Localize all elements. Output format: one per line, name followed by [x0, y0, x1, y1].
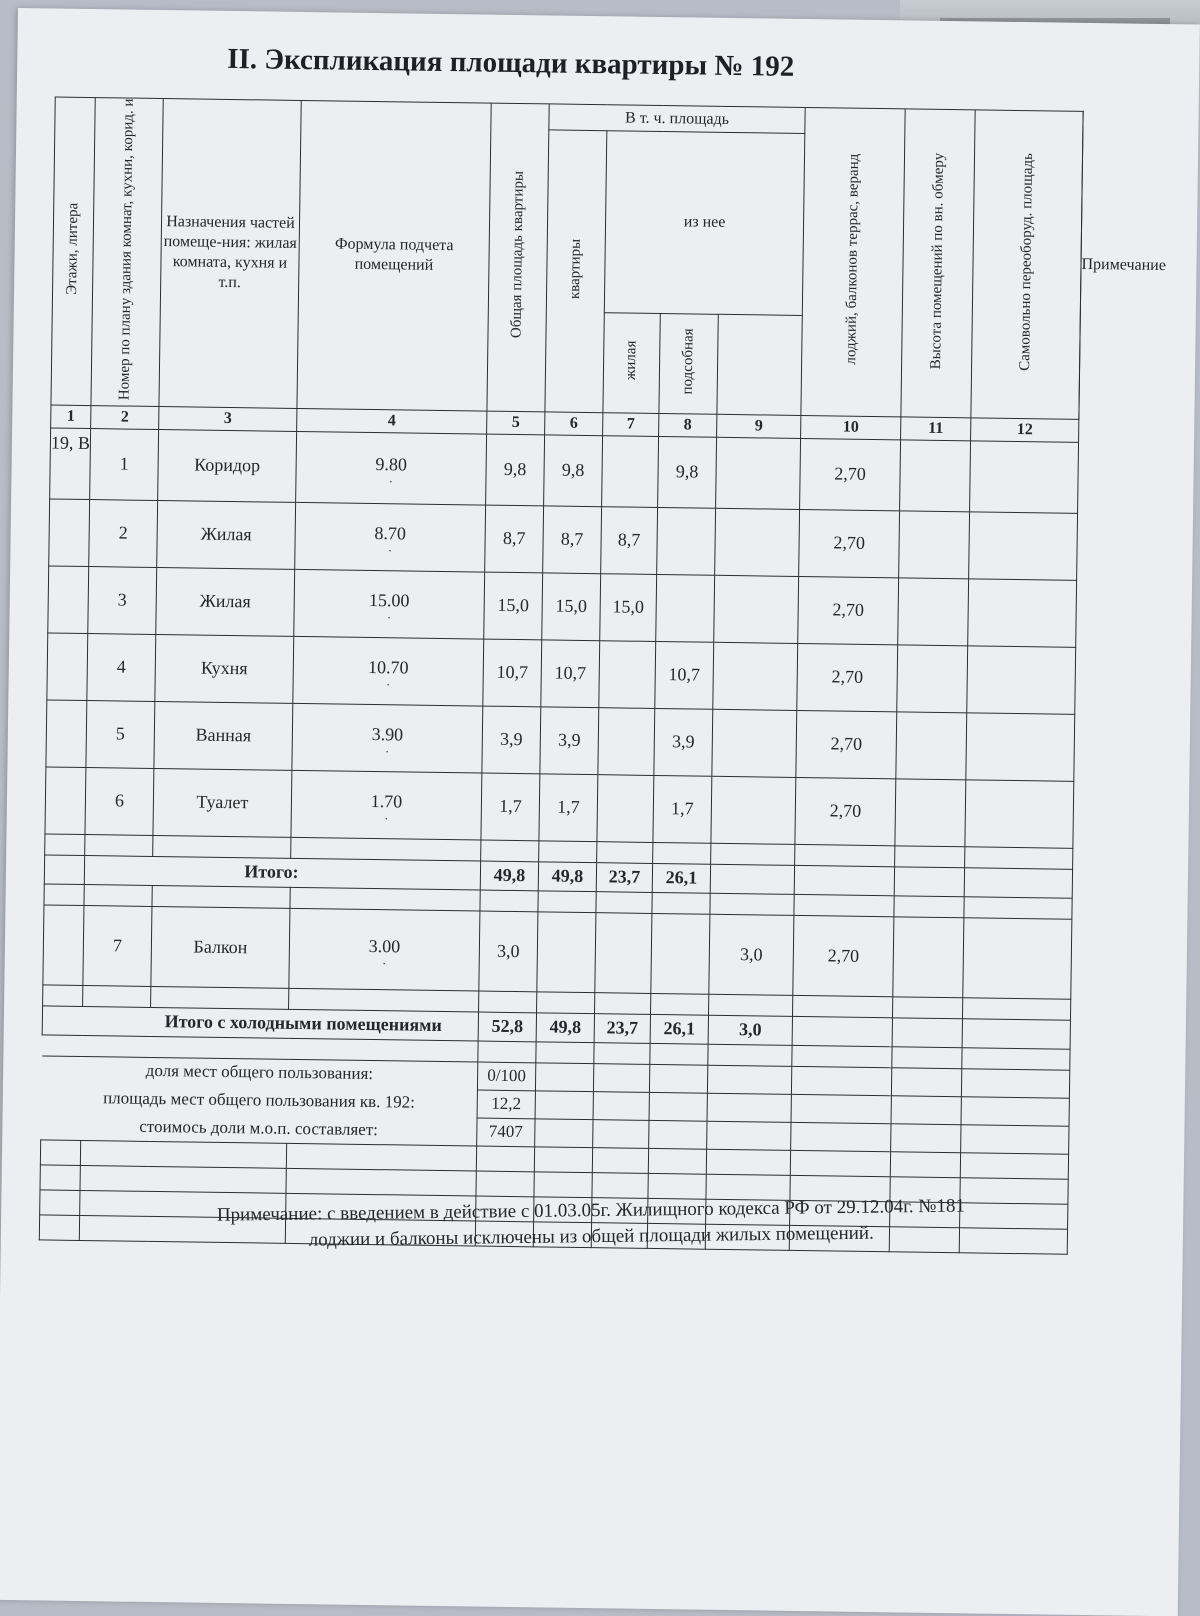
room-total: 10,7	[483, 639, 542, 707]
total-cold-label: Итого с холодными помещениями	[42, 1006, 478, 1041]
room-height: 2,70	[799, 509, 900, 577]
col-number: 6	[545, 412, 603, 436]
room-number: 3	[88, 566, 157, 634]
room-name: Жилая	[156, 567, 295, 636]
room-apartment: 3,9	[540, 706, 599, 774]
room-auxiliary	[656, 574, 715, 642]
room-note	[970, 440, 1079, 513]
room-unauthorized	[893, 916, 964, 997]
room-balcony: 3,0	[709, 914, 794, 995]
col-number: 7	[603, 412, 659, 436]
header-auxiliary: подсобная	[659, 313, 718, 414]
header-living: жилая	[603, 312, 660, 413]
room-height: 2,70	[797, 643, 898, 711]
room-height: 2,70	[798, 576, 899, 644]
room-unauthorized	[899, 510, 970, 578]
room-height: 2,70	[800, 438, 901, 510]
floor-cell	[48, 566, 89, 634]
room-balcony	[716, 437, 801, 509]
room-total: 3,9	[482, 706, 541, 774]
col-number: 4	[297, 408, 487, 434]
room-note	[969, 511, 1078, 580]
floor-cell: 19, В	[50, 428, 91, 500]
col-number: 2	[91, 405, 159, 429]
room-auxiliary	[657, 507, 716, 575]
room-name: Ванная	[154, 701, 293, 770]
header-plan-number: Номер по плану здания комнат, кухни, корид. и	[91, 98, 163, 407]
share-value: 12,2	[477, 1090, 535, 1119]
room-living	[597, 774, 654, 842]
room-formula: 3.00 .	[289, 908, 480, 991]
room-living	[602, 435, 659, 507]
total-auxiliary: 26,1	[652, 863, 710, 893]
footnote	[151, 1193, 1032, 1255]
room-formula: 9.80 .	[296, 431, 487, 505]
room-height: 2,70	[796, 710, 897, 778]
col-number: 12	[971, 417, 1079, 442]
room-name: Туалет	[153, 768, 292, 837]
room-number: 7	[83, 905, 152, 986]
room-name: Кухня	[155, 634, 294, 703]
header-height: Высота помещений по вн. обмеру	[901, 109, 975, 418]
room-balcony	[715, 508, 800, 576]
room-note	[966, 712, 1075, 781]
total-cold-auxiliary: 26,1	[650, 1014, 708, 1044]
room-apartment: 8,7	[543, 506, 602, 574]
floor-cell	[43, 905, 84, 986]
col-number: 11	[901, 416, 971, 440]
document-sheet	[0, 8, 1200, 1616]
room-unauthorized	[896, 711, 967, 779]
room-number: 1	[90, 428, 159, 500]
room-height: 2,70	[793, 915, 894, 996]
share-label: стоимось доли м.о.п. составляет:	[139, 1116, 379, 1140]
total-cold-area: 52,8	[478, 1012, 536, 1042]
room-formula: 10.70 .	[293, 636, 484, 706]
room-living: 15,0	[600, 573, 657, 641]
header-balcony: лоджий, балконов террас, веранд	[801, 108, 905, 417]
room-height: 2,70	[795, 777, 896, 845]
floor-cell	[49, 499, 90, 567]
room-total: 9,8	[486, 434, 545, 506]
room-number: 4	[87, 633, 156, 701]
share-value: 7407	[477, 1118, 535, 1147]
footnote-line-2: лоджии и балконы исключены из общей площади жилых помещений.	[308, 1222, 874, 1251]
header-purpose: Назначения частей помеще-ния: жилая комната, кухня и т.п.	[159, 99, 301, 409]
room-number: 6	[85, 767, 154, 835]
explication-table	[39, 97, 1167, 1255]
room-total: 1,7	[481, 773, 540, 841]
room-auxiliary: 10,7	[655, 641, 714, 709]
room-balcony	[711, 776, 796, 844]
room-total: 3,0	[479, 911, 538, 992]
room-living: 8,7	[601, 506, 658, 574]
floor-cell	[47, 633, 88, 701]
header-spacer	[717, 314, 802, 415]
room-apartment: 10,7	[541, 639, 600, 707]
room-balcony	[712, 709, 797, 777]
room-apartment: 9,8	[544, 435, 603, 507]
col-number: 5	[487, 411, 545, 435]
room-name: Балкон	[151, 906, 290, 988]
total-label: Итого:	[84, 855, 480, 890]
room-formula: 15.00 .	[294, 569, 485, 639]
room-unauthorized	[900, 439, 971, 511]
header-total-area: Общая площадь квартиры	[487, 103, 549, 411]
room-auxiliary: 9,8	[658, 436, 717, 508]
col-number: 10	[801, 415, 901, 439]
col-number: 8	[659, 413, 717, 437]
room-note	[963, 917, 1072, 999]
header-subgroup: из нее	[604, 131, 805, 315]
room-note	[967, 645, 1076, 714]
total-living: 23,7	[596, 862, 652, 892]
table-row	[43, 905, 1072, 999]
room-name: Коридор	[158, 429, 297, 502]
floor-cell	[46, 700, 87, 768]
total-apartment: 49,8	[538, 861, 596, 891]
floor-cell	[45, 767, 86, 835]
room-total: 15,0	[484, 572, 543, 640]
header-apartment: квартиры	[545, 130, 607, 412]
room-apartment: 15,0	[542, 573, 601, 641]
total-cold-living: 23,7	[594, 1013, 650, 1043]
room-living	[599, 640, 656, 708]
room-note	[965, 779, 1074, 848]
room-living	[598, 707, 655, 775]
room-unauthorized	[895, 778, 966, 846]
room-balcony	[713, 642, 798, 710]
room-formula: 3.90 .	[292, 703, 483, 773]
header-floor: Этажи, литера	[51, 97, 95, 405]
header-group: В т. ч. площадь	[549, 104, 805, 134]
room-number: 5	[86, 700, 155, 768]
total-area: 49,8	[480, 861, 538, 891]
total-cold-apartment: 49,8	[536, 1012, 594, 1042]
total-cold-balcony: 3,0	[708, 1015, 792, 1045]
room-auxiliary: 1,7	[653, 775, 712, 843]
col-number: 3	[159, 406, 297, 431]
room-formula: 8.70 .	[295, 502, 486, 572]
room-apartment: 1,7	[539, 773, 598, 841]
room-unauthorized	[898, 577, 969, 645]
room-number: 2	[89, 499, 158, 567]
footnote-line-1: Примечание: с введением в действие с 01.03.05г. Жилищного кодекса РФ от 29.12.04г. №181	[216, 1195, 966, 1226]
share-value: 0/100	[477, 1062, 535, 1091]
col-number: 9	[717, 414, 801, 438]
room-name: Жилая	[157, 500, 296, 569]
header-unauthorized: Самовольно переоборуд. площадь	[971, 110, 1083, 419]
room-formula: 1.70 .	[291, 770, 482, 840]
header-formula: Формула подчета помещений	[297, 100, 491, 410]
share-label: доля мест общего пользования:	[145, 1061, 374, 1084]
col-number: 1	[51, 405, 91, 429]
room-unauthorized	[897, 644, 968, 712]
header-note: Примечание	[1079, 111, 1083, 419]
room-balcony	[714, 575, 799, 643]
share-label: площадь мест общего пользования кв. 192:	[103, 1088, 416, 1112]
room-note	[968, 578, 1077, 647]
room-auxiliary: 3,9	[654, 708, 713, 776]
page-title: II. Экспликация площади квартиры № 192	[227, 42, 795, 83]
room-total: 8,7	[485, 505, 544, 573]
